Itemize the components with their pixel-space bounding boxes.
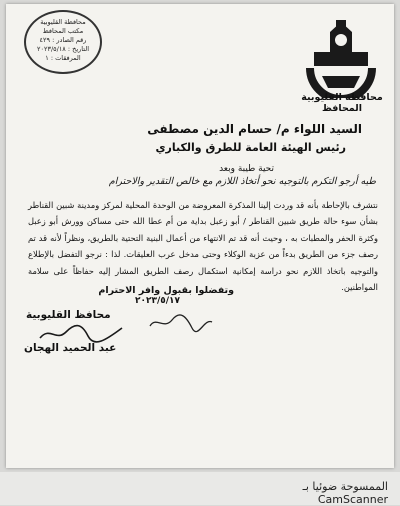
- letter-body: نتشرف بالإحاطة بأنه قد وردت إلينا المذكرة المعروضة من الوحدة المحلية لمركز ومدينة شبين القناطر بشأن سوء حالة طريق شبين القناطر / أبو زعبل بداية من أم عطا الله حتى مساكن وورش أبو زعبل وكثرة الحفر والمطبات به ، وحيث أنه قد تم الانتهاء من أعمال البنية التحتية بالطريق، ونظراً لأنه قد تم رصف جزء من الطريق بدءاً من عزبة الوكلاء وحتى مدخل عرب العليقات. لذا : نرجو التفضل بالإطلاع والتوجيه باتخاذ اللازم نحو دراسة إمكانية استكمال رصف الطريق المشار إليه حفاظاً على سلامة المواطنين.: [28, 200, 378, 293]
- logo-caption: [296, 92, 388, 114]
- scanner-brand: الممسوحة ضوئيا بـ CamScanner: [302, 480, 388, 506]
- initials-scrawl-icon: [146, 312, 216, 334]
- signature-name: عبد الحميد الهجان: [24, 342, 117, 354]
- closing-line: وتفضلوا بقبول وافر الاحترام: [98, 285, 234, 296]
- stamp-line: التاريخ : ٢٠٢٣/٥/١٨: [36, 45, 90, 53]
- signature-scrawl-icon: [36, 322, 126, 344]
- recipient-title: رئيس الهيئة العامة للطرق والكباري: [155, 141, 346, 154]
- stamp-line: رقم الصادر : ٤٢٩: [39, 36, 87, 44]
- signature-org: محافظ القليوبية: [26, 309, 111, 321]
- recipient-name: السيد اللواء م/ حسام الدين مصطفى: [147, 122, 362, 136]
- stamp-line: المرفقات : ١: [45, 54, 81, 62]
- office-stamp: [24, 10, 102, 74]
- stamp-line: محافظة القليوبية: [40, 18, 86, 26]
- governorate-logo-icon: [302, 18, 380, 98]
- logo-caption-line1: محافظة القليوبية: [301, 92, 383, 103]
- greeting: تحية طيبة وبعد: [219, 164, 274, 174]
- document-page: [6, 4, 394, 468]
- scanner-footer: [0, 472, 400, 505]
- stamp-line: مكتب المحافظ: [42, 27, 84, 35]
- letter-date: ٢٠٢٣/٥/١٧: [134, 296, 180, 306]
- logo-caption-line2: المحافظ: [322, 103, 362, 114]
- handwritten-note: طيه أرجو التكرم بالتوجيه نحو أتخاذ اللازم مع خالص التقدير والاحترام: [108, 176, 376, 187]
